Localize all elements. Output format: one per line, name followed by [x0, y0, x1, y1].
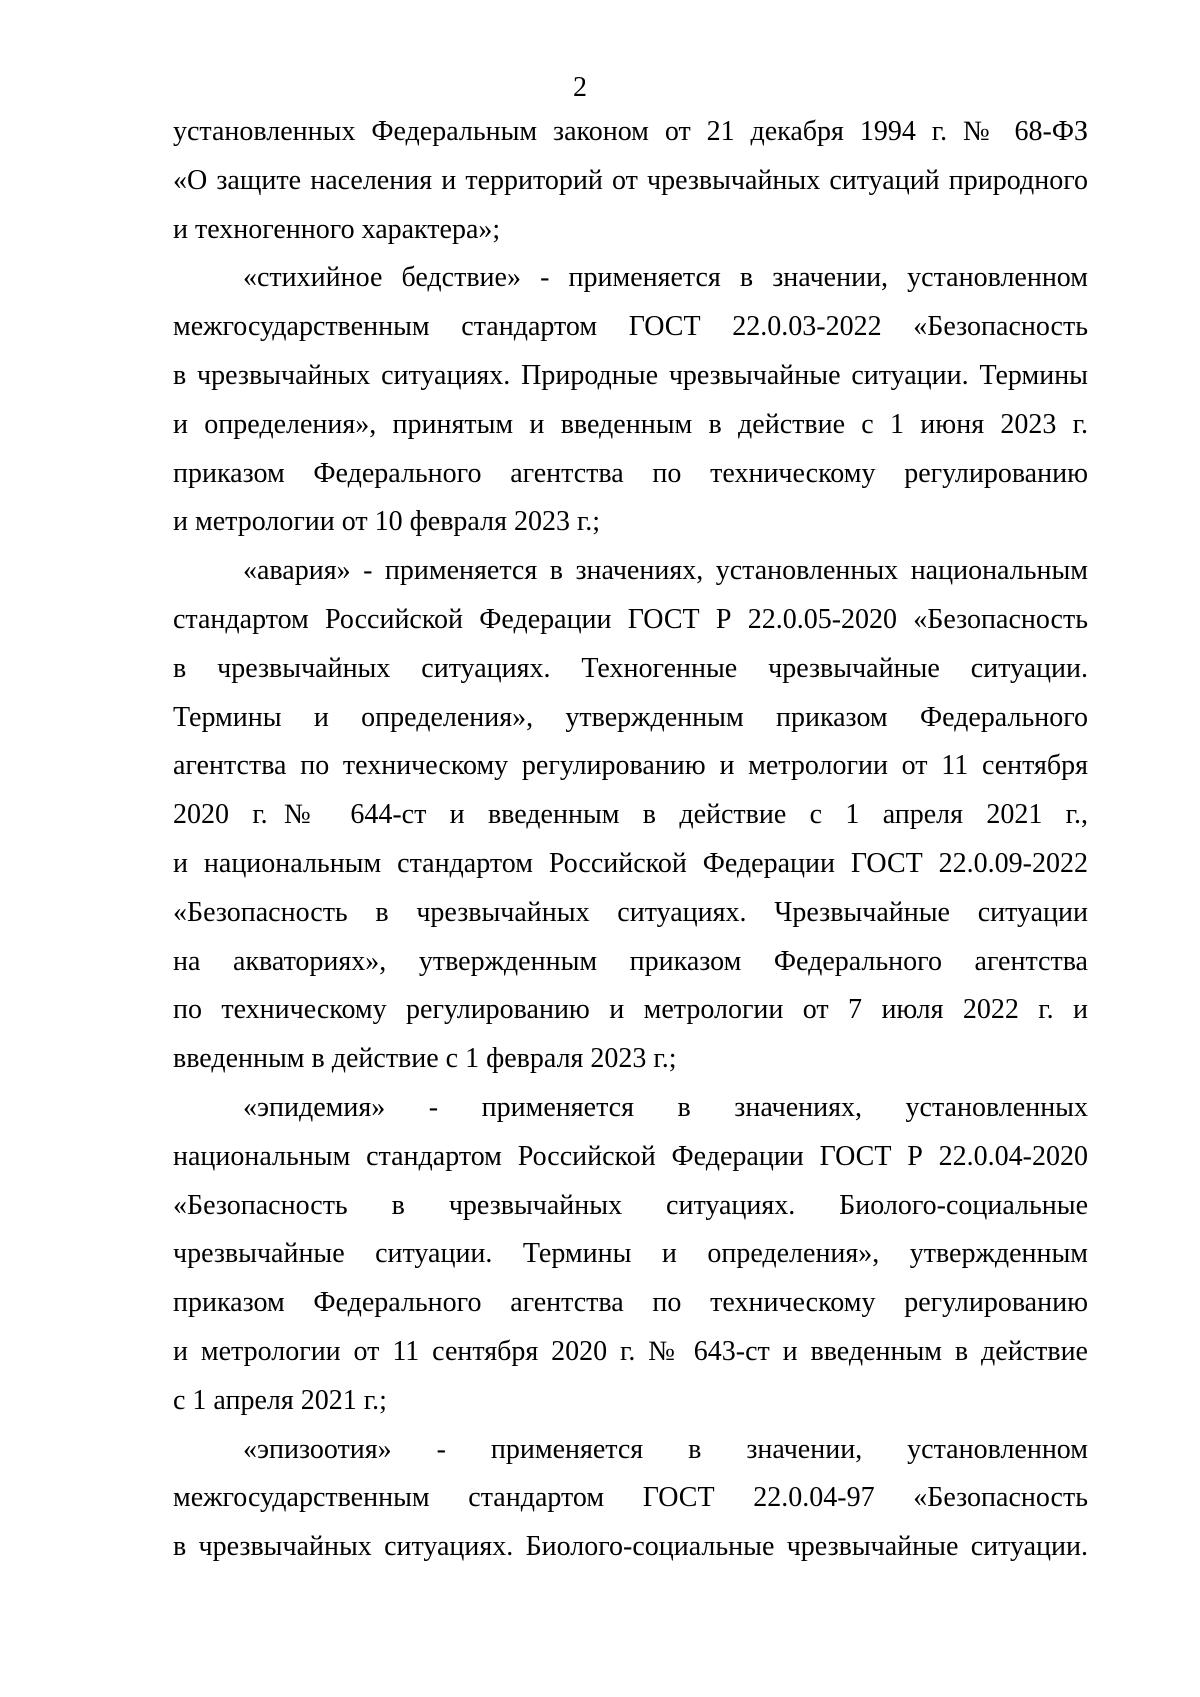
- text-line: введенным в действие с 1 февраля 2023 г.;: [173, 1043, 677, 1075]
- text-line: в чрезвычайных ситуациях. Техногенные чрезвычайные ситуации.: [173, 652, 1088, 684]
- text-line: установленных Федеральным законом от 21 декабря 1994 г. № 68-ФЗ: [173, 116, 1088, 147]
- text-line: национальным стандартом Российской Федерации ГОСТ Р 22.0.04-2020: [173, 1140, 1088, 1172]
- text-line: чрезвычайные ситуации. Термины и определения», утвержденным: [173, 1238, 1088, 1270]
- text-line: и национальным стандартом Российской Федерации ГОСТ 22.0.09-2022: [173, 847, 1088, 879]
- text-line: в чрезвычайных ситуациях. Природные чрезвычайные ситуации. Термины: [173, 359, 1088, 391]
- text-line: «Безопасность в чрезвычайных ситуациях. Чрезвычайные ситуации: [173, 896, 1088, 928]
- text-line: межгосударственным стандартом ГОСТ 22.0.03-2022 «Безопасность: [173, 311, 1088, 343]
- text-line: и метрологии от 11 сентября 2020 г. № 643-ст и введенным в действие: [173, 1335, 1088, 1367]
- text-line: «авария» - применяется в значениях, установленных национальным: [243, 555, 1088, 587]
- text-line: в чрезвычайных ситуациях. Биолого-социальные чрезвычайные ситуации.: [173, 1531, 1088, 1563]
- text-line: и метрологии от 10 февраля 2023 г.;: [173, 506, 601, 538]
- paragraph-stikhiynoe-bedstvie: [173, 254, 1088, 547]
- text-line: «Безопасность в чрезвычайных ситуациях. Биолого-социальные: [173, 1189, 1088, 1221]
- text-line: «стихийное бедствие» - применяется в значении, установленном: [243, 262, 1088, 294]
- text-line: и техногенного характера»;: [173, 213, 501, 245]
- page-number: 2: [573, 72, 587, 103]
- text-line: и определения», принятым и введенным в действие с 1 июня 2023 г.: [173, 408, 1088, 440]
- text-line: приказом Федерального агентства по техническому регулированию: [173, 457, 1088, 489]
- text-line: «эпизоотия» - применяется в значении, установленном: [243, 1433, 1088, 1465]
- paragraph-continuation: [173, 108, 1088, 254]
- text-line: межгосударственным стандартом ГОСТ 22.0.04-97 «Безопасность: [173, 1482, 1088, 1514]
- text-line: Термины и определения», утвержденным приказом Федерального: [173, 701, 1088, 733]
- text-line: «эпидемия» - применяется в значениях, установленных: [243, 1091, 1088, 1123]
- paragraph-avariya: [173, 547, 1088, 1084]
- text-line: с 1 апреля 2021 г.;: [173, 1384, 387, 1416]
- text-line: приказом Федерального агентства по техническому регулированию: [173, 1287, 1088, 1319]
- text-line: по техническому регулированию и метрологии от 7 июля 2022 г. и: [173, 994, 1088, 1026]
- paragraph-epizootiya: [173, 1426, 1088, 1572]
- text-line: «О защите населения и территорий от чрезвычайных ситуаций природного: [173, 164, 1088, 196]
- paragraph-epidemiya: [173, 1084, 1088, 1426]
- text-line: агентства по техническому регулированию и метрологии от 11 сентября: [173, 750, 1088, 782]
- text-line: на акваториях», утвержденным приказом Федерального агентства: [173, 945, 1088, 977]
- text-line: 2020 г.№ 644-ст и введенным в действие с 1 апреля 2021 г.,: [173, 799, 1088, 831]
- text-line: стандартом Российской Федерации ГОСТ Р 22.0.05-2020 «Безопасность: [173, 603, 1088, 635]
- document-body: [173, 108, 1088, 1572]
